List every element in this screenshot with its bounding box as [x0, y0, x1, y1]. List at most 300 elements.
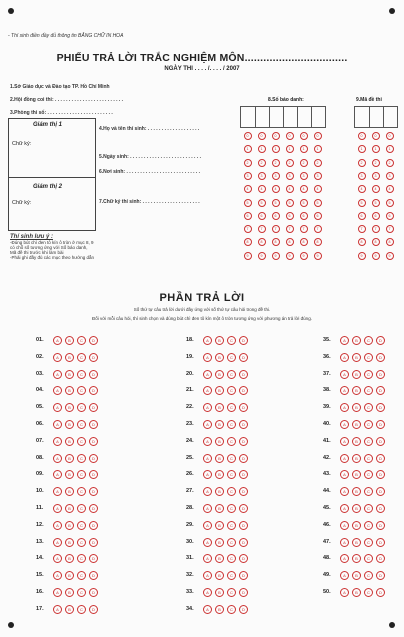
digit-bubble[interactable]: 1 [314, 145, 322, 153]
answer-bubble[interactable]: B [215, 521, 224, 530]
digit-bubble[interactable]: 9 [258, 252, 266, 260]
digit-bubble[interactable]: 3 [386, 172, 394, 180]
answer-bubble[interactable]: C [364, 454, 373, 463]
digit-bubble[interactable]: 5 [372, 199, 380, 207]
answer-bubble[interactable]: D [89, 571, 98, 580]
answer-bubble[interactable]: A [53, 403, 62, 412]
answer-bubble[interactable]: C [227, 487, 236, 496]
answer-bubble[interactable]: C [364, 588, 373, 597]
answer-bubble[interactable]: B [215, 504, 224, 513]
answer-bubble[interactable]: C [227, 437, 236, 446]
digit-bubble[interactable]: 2 [358, 159, 366, 167]
answer-bubble[interactable]: D [89, 538, 98, 547]
answer-bubble[interactable]: A [340, 437, 349, 446]
answer-bubble[interactable]: B [352, 521, 361, 530]
answer-bubble[interactable]: C [77, 605, 86, 614]
answer-bubble[interactable]: D [239, 336, 248, 345]
field-ngay-sinh[interactable]: 5.Ngày sinh: . . . . . . . . . . . . . . . . . . . . . . . . . . [99, 154, 201, 160]
exam-code-label: 9.Mã đề thi [356, 97, 382, 103]
answer-bubble[interactable]: A [53, 487, 62, 496]
answer-bubble[interactable]: D [89, 487, 98, 496]
answer-bubble[interactable]: D [239, 370, 248, 379]
answer-bubble[interactable]: A [340, 571, 349, 580]
answer-bubble[interactable]: A [203, 521, 212, 530]
digit-bubble[interactable]: 2 [372, 159, 380, 167]
answer-bubble[interactable]: B [215, 437, 224, 446]
answer-bubble[interactable]: C [227, 521, 236, 530]
answer-bubble[interactable]: C [364, 437, 373, 446]
answer-bubble[interactable]: B [352, 403, 361, 412]
digit-bubble[interactable]: 4 [258, 185, 266, 193]
answer-bubble[interactable]: B [65, 386, 74, 395]
answer-bubble[interactable]: C [364, 487, 373, 496]
answer-bubble[interactable]: B [352, 470, 361, 479]
field-noi-sinh[interactable]: 6.Nơi sinh: . . . . . . . . . . . . . . . . . . . . . . . . . . . [99, 169, 201, 175]
field-ho-ten[interactable]: 4.Họ và tên thí sinh: . . . . . . . . . . . . . . . . . . . [99, 126, 200, 132]
digit-bubble[interactable]: 2 [286, 159, 294, 167]
answer-bubble[interactable]: B [352, 487, 361, 496]
digit-bubble[interactable]: 7 [286, 225, 294, 233]
answer-bubble[interactable]: B [65, 336, 74, 345]
digit-bubble[interactable]: 8 [272, 238, 280, 246]
digit-bubble[interactable]: 3 [286, 172, 294, 180]
digit-bubble[interactable]: 8 [386, 238, 394, 246]
answer-bubble[interactable]: B [215, 605, 224, 614]
digit-bubble[interactable]: 8 [314, 238, 322, 246]
answer-bubble[interactable]: A [53, 504, 62, 513]
answer-bubble[interactable]: A [340, 353, 349, 362]
answer-bubble[interactable]: B [215, 487, 224, 496]
answer-bubble[interactable]: D [376, 353, 385, 362]
answer-bubble[interactable]: D [89, 437, 98, 446]
answer-bubble[interactable]: A [340, 470, 349, 479]
digit-bubble[interactable]: 6 [244, 212, 252, 220]
digit-bubble[interactable]: 5 [244, 199, 252, 207]
digit-bubble[interactable]: 5 [286, 199, 294, 207]
digit-bubble[interactable]: 9 [244, 252, 252, 260]
answer-bubble[interactable]: D [376, 454, 385, 463]
answer-bubble[interactable]: D [239, 420, 248, 429]
digit-bubble[interactable]: 3 [372, 172, 380, 180]
digit-bubble[interactable]: 2 [386, 159, 394, 167]
answer-bubble[interactable]: A [53, 370, 62, 379]
answer-bubble[interactable]: C [227, 554, 236, 563]
answer-bubble[interactable]: C [364, 403, 373, 412]
answer-bubble[interactable]: C [77, 487, 86, 496]
answer-bubble[interactable]: B [215, 420, 224, 429]
digit-bubble[interactable]: 7 [272, 225, 280, 233]
answer-bubble[interactable]: C [77, 403, 86, 412]
answer-bubble[interactable]: C [77, 386, 86, 395]
digit-bubble[interactable]: 0 [300, 132, 308, 140]
answer-bubble[interactable]: A [53, 554, 62, 563]
answer-bubble[interactable]: C [227, 336, 236, 345]
digit-bubble[interactable]: 0 [258, 132, 266, 140]
answer-bubble[interactable]: A [53, 336, 62, 345]
answer-bubble[interactable]: C [364, 420, 373, 429]
digit-bubble[interactable]: 1 [286, 145, 294, 153]
digit-bubble[interactable]: 5 [314, 199, 322, 207]
answer-bubble[interactable]: C [227, 403, 236, 412]
answer-bubble[interactable]: A [340, 420, 349, 429]
answer-bubble[interactable]: D [89, 588, 98, 597]
answer-bubble[interactable]: D [376, 386, 385, 395]
answer-bubble[interactable]: A [203, 370, 212, 379]
answer-bubble[interactable]: C [364, 571, 373, 580]
answer-bubble[interactable]: C [77, 437, 86, 446]
answer-bubble[interactable]: C [227, 386, 236, 395]
digit-bubble[interactable]: 6 [258, 212, 266, 220]
digit-bubble[interactable]: 7 [372, 225, 380, 233]
answer-bubble[interactable]: D [89, 504, 98, 513]
answer-bubble[interactable]: B [215, 336, 224, 345]
answer-bubble[interactable]: A [53, 571, 62, 580]
answer-bubble[interactable]: A [340, 588, 349, 597]
answer-bubble[interactable]: C [77, 538, 86, 547]
answer-bubble[interactable]: B [65, 504, 74, 513]
answer-bubble[interactable]: C [227, 370, 236, 379]
digit-bubble[interactable]: 6 [300, 212, 308, 220]
answer-bubble[interactable]: A [340, 454, 349, 463]
answer-bubble[interactable]: B [65, 571, 74, 580]
answer-bubble[interactable]: A [340, 521, 349, 530]
field-chu-ky-ts[interactable]: 7.Chữ ký thí sinh: . . . . . . . . . . . . . . . . . . . . . [99, 199, 200, 205]
answer-bubble[interactable]: C [77, 470, 86, 479]
answer-bubble[interactable]: B [352, 554, 361, 563]
digit-bubble[interactable]: 9 [386, 252, 394, 260]
answer-bubble[interactable]: D [89, 521, 98, 530]
answer-bubble[interactable]: C [77, 504, 86, 513]
digit-bubble[interactable]: 1 [258, 145, 266, 153]
digit-bubble[interactable]: 3 [358, 172, 366, 180]
answer-bubble[interactable]: C [364, 336, 373, 345]
digit-bubble[interactable]: 4 [286, 185, 294, 193]
answer-bubble[interactable]: A [340, 403, 349, 412]
answer-bubble[interactable]: D [89, 336, 98, 345]
answer-bubble[interactable]: A [203, 420, 212, 429]
answer-bubble[interactable]: D [376, 571, 385, 580]
digit-bubble[interactable]: 9 [314, 252, 322, 260]
digit-bubble[interactable]: 3 [258, 172, 266, 180]
answer-bubble[interactable]: B [352, 370, 361, 379]
answer-bubble[interactable]: A [340, 370, 349, 379]
answer-bubble[interactable]: B [65, 588, 74, 597]
digit-bubble[interactable]: 7 [386, 225, 394, 233]
answer-bubble[interactable]: D [89, 605, 98, 614]
answer-bubble[interactable]: B [352, 437, 361, 446]
digit-bubble[interactable]: 1 [372, 145, 380, 153]
answer-bubble[interactable]: C [364, 554, 373, 563]
answer-bubble[interactable]: A [203, 588, 212, 597]
answer-bubble[interactable]: B [352, 386, 361, 395]
digit-bubble[interactable]: 0 [272, 132, 280, 140]
answer-bubble[interactable]: C [227, 420, 236, 429]
digit-bubble[interactable]: 2 [272, 159, 280, 167]
answer-bubble[interactable]: D [376, 588, 385, 597]
answer-bubble[interactable]: A [340, 504, 349, 513]
answer-bubble[interactable]: C [227, 538, 236, 547]
answer-bubble[interactable]: A [203, 554, 212, 563]
digit-bubble[interactable]: 6 [386, 212, 394, 220]
answer-bubble[interactable]: A [203, 454, 212, 463]
digit-bubble[interactable]: 5 [300, 199, 308, 207]
digit-bubble[interactable]: 0 [372, 132, 380, 140]
digit-bubble[interactable]: 5 [272, 199, 280, 207]
digit-bubble[interactable]: 5 [386, 199, 394, 207]
answer-bubble[interactable]: D [239, 353, 248, 362]
digit-bubble[interactable]: 8 [372, 238, 380, 246]
candidate-notes [10, 234, 102, 260]
digit-bubble[interactable]: 7 [358, 225, 366, 233]
digit-bubble[interactable]: 0 [244, 132, 252, 140]
answer-bubble[interactable]: A [203, 403, 212, 412]
digit-bubble[interactable]: 9 [300, 252, 308, 260]
digit-bubble[interactable]: 2 [314, 159, 322, 167]
answer-bubble[interactable]: B [215, 386, 224, 395]
answer-bubble[interactable]: A [53, 605, 62, 614]
answer-bubble[interactable]: C [364, 370, 373, 379]
answer-bubble[interactable]: C [364, 386, 373, 395]
digit-bubble[interactable]: 8 [300, 238, 308, 246]
answer-bubble[interactable]: A [203, 538, 212, 547]
answer-bubble[interactable]: D [89, 386, 98, 395]
answer-bubble[interactable]: D [376, 370, 385, 379]
answer-bubble[interactable]: A [340, 538, 349, 547]
answer-bubble[interactable]: A [203, 353, 212, 362]
answer-bubble[interactable]: D [89, 454, 98, 463]
digit-bubble[interactable]: 2 [258, 159, 266, 167]
answer-bubble[interactable]: D [376, 487, 385, 496]
digit-bubble[interactable]: 3 [244, 172, 252, 180]
answer-bubble[interactable]: D [89, 403, 98, 412]
question-number: 17. [36, 605, 44, 612]
digit-bubble[interactable]: 4 [244, 185, 252, 193]
answer-bubble[interactable]: C [227, 353, 236, 362]
digit-bubble[interactable]: 4 [358, 185, 366, 193]
digit-bubble[interactable]: 1 [358, 145, 366, 153]
field-phong-thi[interactable]: 3.Phòng thi số: . . . . . . . . . . . . . . . . . . . . . . . . [10, 110, 113, 116]
answer-bubble[interactable]: B [65, 554, 74, 563]
digit-bubble[interactable]: 8 [286, 238, 294, 246]
digit-bubble[interactable]: 4 [314, 185, 322, 193]
answer-bubble[interactable]: B [65, 370, 74, 379]
digit-bubble[interactable]: 3 [272, 172, 280, 180]
answer-bubble[interactable]: D [239, 470, 248, 479]
answer-bubble[interactable]: D [239, 571, 248, 580]
digit-bubble[interactable]: 7 [300, 225, 308, 233]
answer-bubble[interactable]: A [203, 386, 212, 395]
answer-bubble[interactable]: A [340, 336, 349, 345]
digit-bubble[interactable]: 8 [244, 238, 252, 246]
answer-bubble[interactable]: C [227, 504, 236, 513]
digit-bubble[interactable]: 0 [358, 132, 366, 140]
answer-bubble[interactable]: D [239, 386, 248, 395]
answer-bubble[interactable]: B [352, 454, 361, 463]
answer-bubble[interactable]: D [239, 454, 248, 463]
answer-bubble[interactable]: A [340, 554, 349, 563]
digit-bubble[interactable]: 4 [300, 185, 308, 193]
digit-bubble[interactable]: 6 [272, 212, 280, 220]
answer-bubble[interactable]: C [77, 554, 86, 563]
digit-bubble[interactable]: 6 [358, 212, 366, 220]
answer-bubble[interactable]: C [77, 336, 86, 345]
digit-bubble[interactable]: 6 [286, 212, 294, 220]
answer-bubble[interactable]: D [239, 605, 248, 614]
answer-bubble[interactable]: D [376, 403, 385, 412]
answer-bubble[interactable]: D [89, 420, 98, 429]
answer-bubble[interactable]: B [65, 353, 74, 362]
answer-bubble[interactable]: C [77, 420, 86, 429]
answer-bubble[interactable]: B [65, 605, 74, 614]
answer-bubble[interactable]: B [65, 538, 74, 547]
answer-bubble[interactable]: A [53, 521, 62, 530]
answer-bubble[interactable]: A [340, 386, 349, 395]
answer-bubble[interactable]: C [77, 353, 86, 362]
answer-bubble[interactable]: B [352, 336, 361, 345]
answer-bubble[interactable]: B [352, 353, 361, 362]
digit-bubble[interactable]: 6 [372, 212, 380, 220]
answer-bubble[interactable]: B [352, 504, 361, 513]
answer-bubble[interactable]: D [239, 487, 248, 496]
answer-bubble[interactable]: A [53, 420, 62, 429]
digit-bubble[interactable]: 4 [386, 185, 394, 193]
answer-bubble[interactable]: D [239, 588, 248, 597]
answer-bubble[interactable]: B [65, 521, 74, 530]
answer-bubble[interactable]: C [364, 504, 373, 513]
answer-bubble[interactable]: A [203, 336, 212, 345]
answer-bubble[interactable]: D [239, 538, 248, 547]
answer-bubble[interactable]: D [239, 521, 248, 530]
digit-bubble[interactable]: 4 [372, 185, 380, 193]
answer-bubble[interactable]: D [89, 554, 98, 563]
answer-bubble[interactable]: A [203, 470, 212, 479]
answer-bubble[interactable]: A [203, 605, 212, 614]
answer-bubble[interactable]: D [376, 521, 385, 530]
answer-bubble[interactable]: A [53, 538, 62, 547]
digit-bubble[interactable]: 4 [272, 185, 280, 193]
answer-bubble[interactable]: C [227, 571, 236, 580]
answer-bubble[interactable]: C [364, 470, 373, 479]
answer-bubble[interactable]: B [215, 353, 224, 362]
answer-bubble[interactable]: D [239, 403, 248, 412]
answer-bubble[interactable]: B [215, 554, 224, 563]
answer-bubble[interactable]: D [376, 420, 385, 429]
answer-bubble[interactable]: A [53, 437, 62, 446]
digit-bubble[interactable]: 9 [372, 252, 380, 260]
answer-bubble[interactable]: C [364, 538, 373, 547]
digit-bubble[interactable]: 7 [314, 225, 322, 233]
digit-bubble[interactable]: 9 [286, 252, 294, 260]
answer-bubble[interactable]: B [215, 403, 224, 412]
answer-bubble[interactable]: B [215, 571, 224, 580]
answer-bubble[interactable]: B [65, 470, 74, 479]
answer-bubble[interactable]: D [376, 504, 385, 513]
digit-bubble[interactable]: 2 [244, 159, 252, 167]
answer-bubble[interactable]: A [203, 504, 212, 513]
answer-bubble[interactable]: D [89, 470, 98, 479]
field-hoi-dong[interactable]: 2.Hội đồng coi thi: . . . . . . . . . . . . . . . . . . . . . . . . . [10, 97, 124, 103]
answer-bubble[interactable]: B [65, 437, 74, 446]
answer-bubble[interactable]: D [89, 370, 98, 379]
digit-bubble[interactable]: 7 [258, 225, 266, 233]
answer-bubble[interactable]: A [53, 386, 62, 395]
answer-bubble[interactable]: B [352, 538, 361, 547]
answer-bubble[interactable]: C [77, 571, 86, 580]
answer-bubble[interactable]: B [65, 403, 74, 412]
digit-bubble[interactable]: 5 [358, 199, 366, 207]
digit-bubble[interactable]: 2 [300, 159, 308, 167]
digit-bubble[interactable]: 6 [314, 212, 322, 220]
answer-bubble[interactable]: C [77, 370, 86, 379]
answer-bubble[interactable]: C [364, 353, 373, 362]
answer-bubble[interactable]: D [376, 437, 385, 446]
digit-bubble[interactable]: 0 [314, 132, 322, 140]
answer-bubble[interactable]: A [340, 487, 349, 496]
answer-bubble[interactable]: C [227, 605, 236, 614]
answer-bubble[interactable]: A [53, 353, 62, 362]
answer-bubble[interactable]: B [215, 588, 224, 597]
answer-bubble[interactable]: D [376, 470, 385, 479]
answer-bubble[interactable]: A [203, 487, 212, 496]
answer-bubble[interactable]: C [77, 521, 86, 530]
answer-bubble[interactable]: A [203, 437, 212, 446]
answer-bubble[interactable]: B [352, 420, 361, 429]
answer-bubble[interactable]: D [239, 437, 248, 446]
answer-bubble[interactable]: C [364, 521, 373, 530]
answer-bubble[interactable]: D [376, 336, 385, 345]
digit-bubble[interactable]: 9 [358, 252, 366, 260]
answer-bubble[interactable]: C [77, 454, 86, 463]
answer-bubble[interactable]: D [376, 538, 385, 547]
answer-bubble[interactable]: B [65, 454, 74, 463]
answer-bubble[interactable]: A [53, 588, 62, 597]
answer-bubble[interactable]: B [65, 487, 74, 496]
digit-bubble[interactable]: 5 [258, 199, 266, 207]
digit-bubble[interactable]: 1 [386, 145, 394, 153]
digit-bubble[interactable]: 1 [272, 145, 280, 153]
answer-bubble[interactable]: B [352, 571, 361, 580]
digit-bubble[interactable]: 0 [386, 132, 394, 140]
answer-bubble[interactable]: D [89, 353, 98, 362]
digit-bubble[interactable]: 9 [272, 252, 280, 260]
answer-bubble[interactable]: A [53, 470, 62, 479]
digit-bubble[interactable]: 3 [300, 172, 308, 180]
digit-bubble[interactable]: 1 [300, 145, 308, 153]
answer-bubble[interactable]: C [227, 588, 236, 597]
digit-bubble[interactable]: 1 [244, 145, 252, 153]
answer-bubble[interactable]: B [215, 454, 224, 463]
digit-bubble[interactable]: 3 [314, 172, 322, 180]
answer-bubble[interactable]: D [376, 554, 385, 563]
answer-bubble[interactable]: C [227, 470, 236, 479]
digit-bubble[interactable]: 8 [358, 238, 366, 246]
digit-cell-divider [255, 107, 256, 127]
answer-bubble[interactable]: D [239, 504, 248, 513]
answer-bubble[interactable]: D [239, 554, 248, 563]
answer-bubble[interactable]: C [77, 588, 86, 597]
answer-bubble[interactable]: B [215, 370, 224, 379]
answer-bubble[interactable]: B [65, 420, 74, 429]
answer-bubble[interactable]: B [352, 588, 361, 597]
answer-bubble[interactable]: B [215, 538, 224, 547]
answer-bubble[interactable]: A [203, 571, 212, 580]
answer-bubble[interactable]: A [53, 454, 62, 463]
digit-bubble[interactable]: 0 [286, 132, 294, 140]
answer-bubble[interactable]: C [227, 454, 236, 463]
digit-bubble[interactable]: 8 [258, 238, 266, 246]
answer-bubble[interactable]: B [215, 470, 224, 479]
digit-bubble[interactable]: 7 [244, 225, 252, 233]
